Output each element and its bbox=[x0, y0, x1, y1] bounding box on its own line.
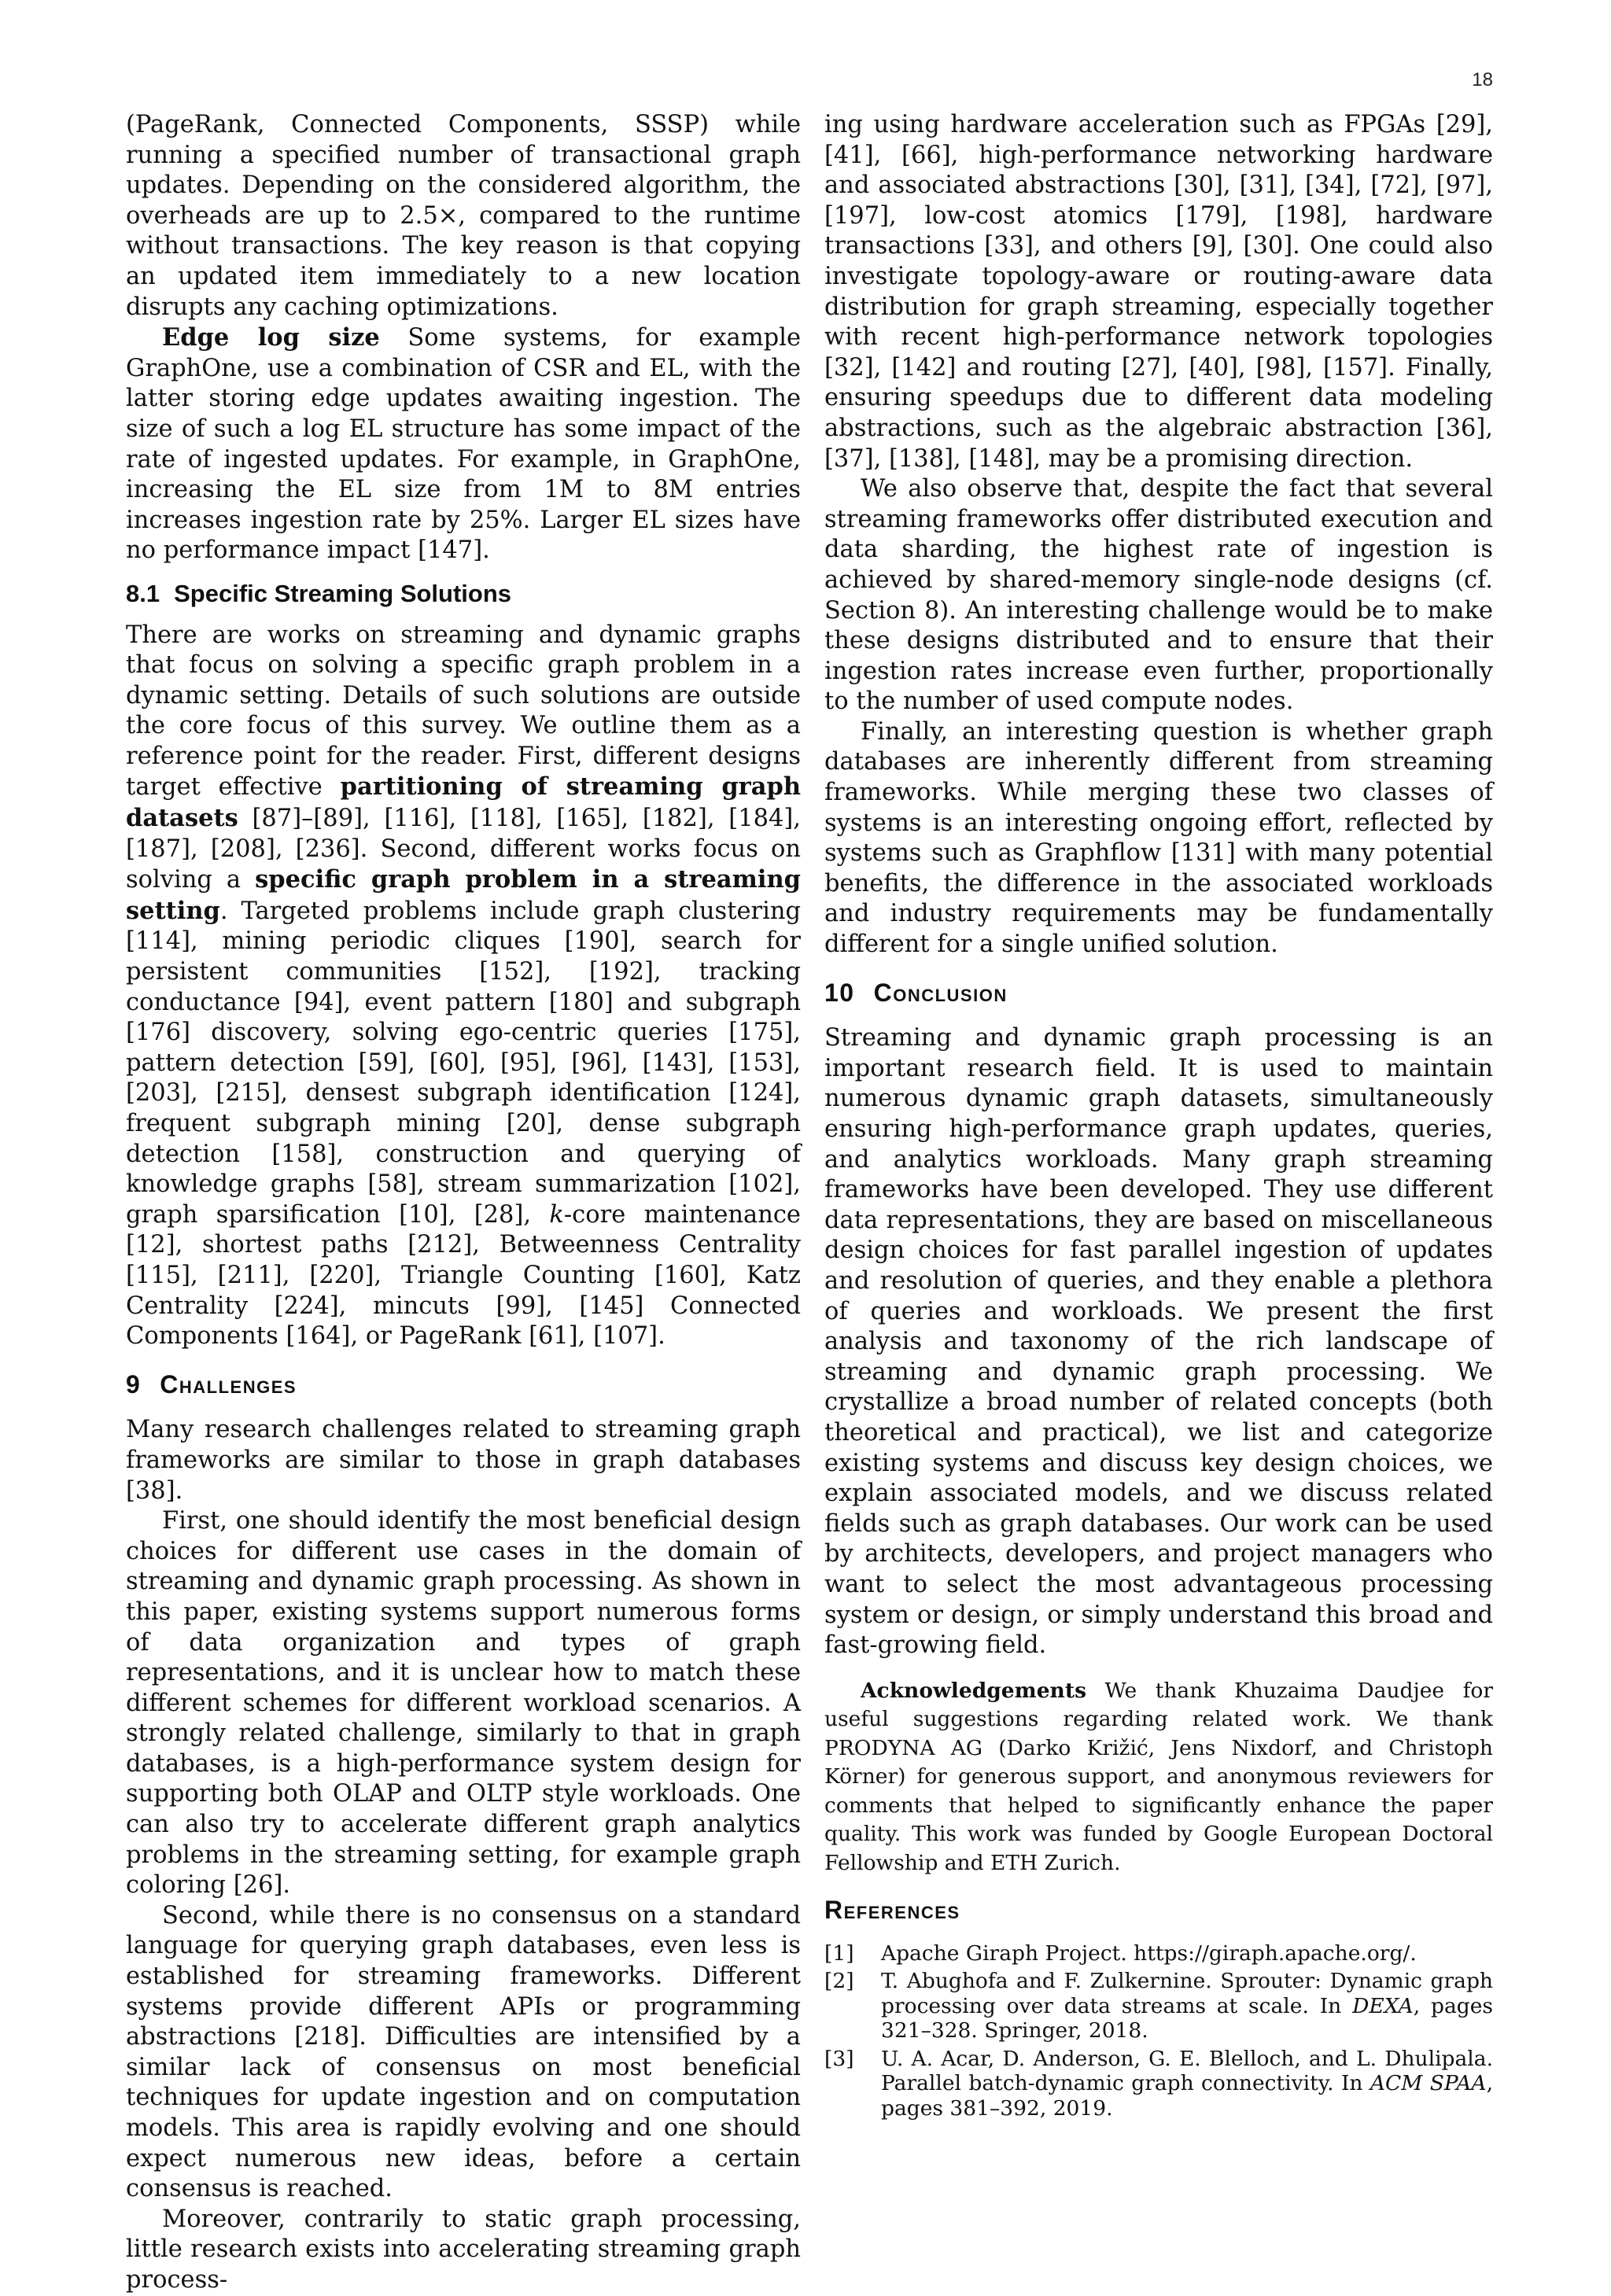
paragraph: Second, while there is no consensus on a standard language for querying graph databases, even less is established for streaming frameworks. Different systems provide different APIs or programming abstractions [218]. Difficulties are intensified by a similar lack of consensus on most beneficial techniques for update ingestion and on computation models. This area is rapidly evolving and one should expect numerous new ideas, before a certain consensus is reached. bbox=[126, 1901, 801, 2203]
paragraph: Finally, an interesting question is whether graph databases are inherently different from streaming frameworks. While merging these two classes of systems is an interesting ongoing effort, reflected by systems such as Graphflow [131] with many potential benefits, the difference in the associated workloads and industry requirements may be fundamentally different for a single unified solution. bbox=[824, 717, 1493, 959]
right-column bbox=[824, 110, 1493, 2124]
text-run: , pages 321–328. Springer, 2018. bbox=[881, 1993, 1493, 2044]
section-number: 10 bbox=[824, 978, 855, 1007]
runin-heading: Acknowledgements bbox=[861, 1678, 1086, 1703]
paragraph-text: We thank Khuzaima Daudjee for useful suggestions regarding related work. We thank PRODYNA AG (Darko Križić, Jens Nixdorf, and Christoph Körner) for generous support, and anonymous reviewers for comments that helped to significantly enhance the paper quality. This work was funded by Google European Doctoral Fellowship and ETH Zurich. bbox=[824, 1678, 1493, 1875]
venue: DEXA bbox=[1352, 1993, 1414, 2018]
text-run: . Targeted problems include graph clustering [114], mining periodic cliques [190], search for persistent communities [152], [192], tracking conductance [94], event pattern [180] and subgraph [176] discovery, solving ego-centric queries [175], pattern detection [59], [60], [95], [96], [143], [153], [203], [215], densest subgraph identification [124], frequent subgraph mining [20], dense subgraph detection [158], construction and querying of knowledge graphs [58], stream summarization [102], graph sparsification [10], [28], bbox=[126, 897, 801, 1229]
bold-run: partitioning of streaming graph datasets bbox=[126, 772, 801, 833]
reference-number: [1] bbox=[824, 1940, 854, 1966]
section-title: Specific Streaming Solutions bbox=[174, 579, 512, 607]
section-title: Challenges bbox=[160, 1369, 297, 1399]
paragraph: Streaming and dynamic graph processing is an important research field. It is used to maintain numerous dynamic graph datasets, simultaneously ensuring high-performance graph updates, queries, and analytics workloads. Many graph streaming frameworks have been developed. They use different data representations, they are based on miscellaneous design choices for fast parallel ingestion of updates and resolution of queries, and they enable a plethora of queries and workloads. We present the first analysis and taxonomy of the rich landscape of streaming and dynamic graph processing. We crystallize a broad number of related concepts (both theoretical and practical), we list and categorize existing systems and discuss key design choices, we explain associated models, and we discuss related fields such as graph databases. Our work can be used by architects, developers, and project managers who want to select the most advantageous processing system or design, or simply understand this broad and fast-growing field. bbox=[824, 1024, 1493, 1660]
text-run: There are works on streaming and dynamic graphs that focus on solving a specific graph problem in a dynamic setting. Details of such solutions are outside the core focus of this survey. We outline them as a reference point for the reader. First, different designs target effective bbox=[126, 621, 801, 802]
reference-number: [3] bbox=[824, 2046, 854, 2071]
section-title: Conclusion bbox=[873, 978, 1008, 1007]
paragraph-text: Some systems, for example GraphOne, use a combination of CSR and EL, with the latter storing edge updates awaiting ingestion. The size of such a log EL structure has some impact of the rate of ingested updates. For example, in GraphOne, increasing the EL size from 1M to 8M entries increases ingestion rate by 25%. Larger EL sizes have no performance impact [147]. bbox=[126, 324, 801, 565]
edge-log-paragraph bbox=[126, 322, 801, 566]
section-heading bbox=[824, 978, 1493, 1008]
bold-run: specific graph problem in a streaming setting bbox=[126, 865, 802, 925]
section-number: 9 bbox=[126, 1369, 142, 1399]
text-run: [87]–[89], [116], [118], [165], [182], [184], [187], [208], [236]. Second, different works focus on solving a bbox=[126, 805, 801, 894]
paragraph: First, one should identify the most beneficial design choices for different use cases in the domain of streaming and dynamic graph processing. As shown in this paper, existing systems support numerous forms of data organization and types of graph representations, and it is unclear how to match these different schemes for different workload scenarios. A strongly related challenge, similarly to that in graph databases, is a high-performance system design for supporting both OLAP and OLTP style workloads. One can also try to accelerate different graph analytics problems in the streaming setting, for example graph coloring [26]. bbox=[126, 1507, 801, 1900]
text-run: -core maintenance [12], shortest paths [212], Betweenness Centrality [115], [211], [220], Triangle Counting [160], Katz Centrality [224], mincuts [99], [145] Connected Components [164], or PageRank [61], [107]. bbox=[126, 1200, 801, 1351]
text-run: Apache Giraph Project. https://giraph.apache.org/. bbox=[881, 1940, 1417, 1966]
paragraph: (PageRank, Connected Components, SSSP) while running a specified number of transactional graph updates. Depending on the considered algorithm, the overheads are up to 2.5×, compared to the runtime without transactions. The key reason is that copying an updated item immediately to a new location disrupts any caching optimizations. bbox=[126, 111, 801, 321]
paragraph bbox=[126, 621, 801, 1352]
reference-number: [2] bbox=[824, 1969, 854, 1994]
reference-item bbox=[824, 2047, 1493, 2121]
section-heading bbox=[126, 1369, 801, 1400]
paragraph: Moreover, contrarily to static graph processing, little research exists into accelerating streaming graph process- bbox=[126, 2205, 801, 2294]
paragraph: Many research challenges related to streaming graph frameworks are similar to those in graph databases [38]. bbox=[126, 1416, 801, 1505]
runin-heading: Edge log size bbox=[162, 323, 380, 352]
paragraph: ing using hardware acceleration such as FPGAs [29], [41], [66], high-performance networking hardware and associated abstractions [30], [31], [34], [72], [97], [197], low-cost atomics [179], [198], hardware transactions [33], and others [9], [30]. One could also investigate topology-aware or routing-aware data distribution for graph streaming, especially together with recent high-performance network topologies [32], [142] and routing [27], [40], [98], [157]. Finally, ensuring speedups due to different data modeling abstractions, such as the algebraic abstraction [36], [37], [138], [148], may be a promising direction. bbox=[824, 111, 1493, 473]
subsection-heading bbox=[126, 579, 801, 610]
reference-text bbox=[881, 1969, 1493, 2044]
reference-list bbox=[824, 1941, 1493, 2121]
venue: ACM SPAA bbox=[1370, 2071, 1487, 2096]
reference-item bbox=[824, 1941, 1493, 1966]
reference-text bbox=[881, 1941, 1493, 1966]
text-run: U. A. Acar, D. Anderson, G. E. Blelloch, and L. Dhulipala. Parallel batch-dynamic graph connectivity. In bbox=[881, 2046, 1493, 2096]
reference-item bbox=[824, 1969, 1493, 2044]
section-heading bbox=[824, 1895, 1493, 1926]
math-k: k bbox=[549, 1200, 564, 1229]
text-run: , pages 381–392, 2019. bbox=[881, 2071, 1493, 2121]
acknowledgements bbox=[824, 1677, 1493, 1878]
left-column bbox=[126, 110, 801, 2296]
section-number: 8.1 bbox=[126, 579, 160, 607]
paragraph: We also observe that, despite the fact that several streaming frameworks offer distributed execution and data sharding, the highest rate of ingestion is achieved by shared-memory single-node designs (cf. Section 8). An interesting challenge would be to make these designs distributed and to ensure that their ingestion rates increase even further, proportionally to the number of used compute nodes. bbox=[824, 475, 1493, 716]
text-run: T. Abughofa and F. Zulkernine. Sprouter: Dynamic graph processing over data streams at scale. In bbox=[881, 1969, 1493, 2018]
section-title: References bbox=[824, 1896, 960, 1925]
page-number: 18 bbox=[1472, 69, 1493, 90]
reference-text bbox=[881, 2047, 1493, 2121]
